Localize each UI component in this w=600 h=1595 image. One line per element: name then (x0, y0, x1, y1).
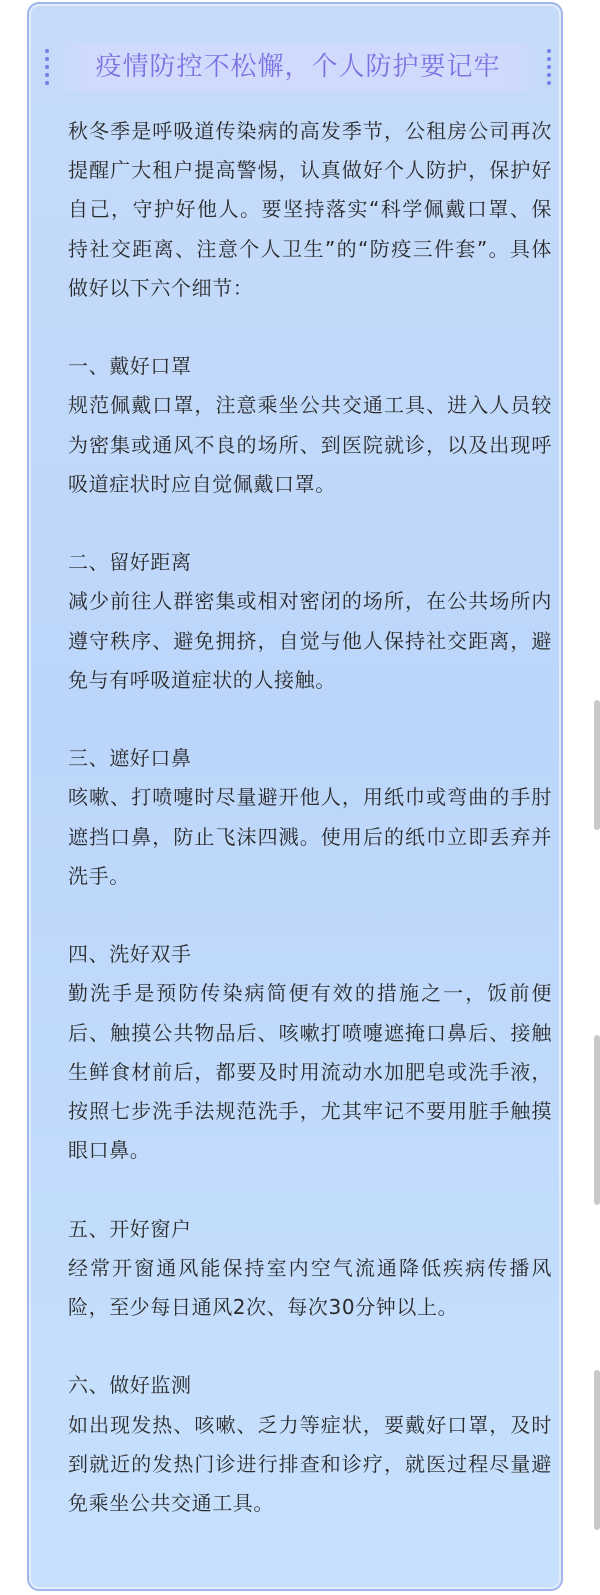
section-open-windows (68, 1210, 552, 1328)
section-body: 减少前往人群密集或相对密闭的场所，在公共场所内遵守秩序、避免拥挤，自觉与他人保持社交距离，避免与有呼吸道症状的人接触。 (68, 589, 552, 692)
section-body: 规范佩戴口罩，注意乘坐公共交通工具、进入人员较为密集或通风不良的场所、到医院就诊，以及出现呼吸道症状时应自觉佩戴口罩。 (68, 393, 552, 496)
title-right-dots (546, 49, 552, 85)
section-wash-hands (68, 935, 552, 1170)
section-body: 如出现发热、咳嗽、乏力等症状，要戴好口罩，及时到就近的发热门诊进行排查和诊疗，就医过程尽量避免乘坐公共交通工具。 (68, 1412, 552, 1516)
page-title: 疫情防控不松懈，个人防护要记牢 (50, 43, 546, 91)
section-masks (68, 347, 552, 504)
section-heading: 三、遮好口鼻 (68, 746, 192, 771)
section-distance (68, 543, 552, 700)
scrollbar-track[interactable] (594, 1035, 600, 1205)
title-bar (44, 40, 552, 94)
section-heading: 四、洗好双手 (68, 942, 192, 967)
section-body: 咳嗽、打喷嚏时尽量避开他人，用纸巾或弯曲的手肘遮挡口鼻，防止飞沫四溅。使用后的纸巾立即丢弃并洗手。 (68, 785, 552, 888)
section-body: 勤洗手是预防传染病简便有效的措施之一，饭前便后、触摸公共物品后、咳嗽打喷嚏遮掩口鼻后、接触生鲜食材前后，都要及时用流动水加肥皂或洗手液，按照七步洗手法规范洗手，尤其牢记不要用脏手触摸眼口鼻。 (68, 981, 552, 1163)
section-cover-mouth (68, 739, 552, 896)
scrollbar-track[interactable] (594, 1370, 600, 1530)
scrollbar-track[interactable] (594, 700, 600, 830)
section-heading: 一、戴好口罩 (68, 354, 192, 379)
section-heading: 六、做好监测 (68, 1373, 192, 1398)
section-heading: 二、留好距离 (68, 550, 192, 575)
section-monitoring (68, 1366, 552, 1523)
intro-paragraph: 秋冬季是呼吸道传染病的高发季节，公租房公司再次提醒广大租户提高警惕，认真做好个人防护，保护好自己，守护好他人。要坚持落实“科学佩戴口罩、保持社交距离、注意个人卫生”的“防疫三件套”。具体做好以下六个细节： (68, 119, 552, 300)
section-body: 经常开窗通风能保持室内空气流通降低疾病传播风险，至少每日通风2次、每次30分钟以上。 (68, 1255, 552, 1320)
article-content (68, 112, 552, 1523)
section-heading: 五、开好窗户 (68, 1216, 192, 1241)
